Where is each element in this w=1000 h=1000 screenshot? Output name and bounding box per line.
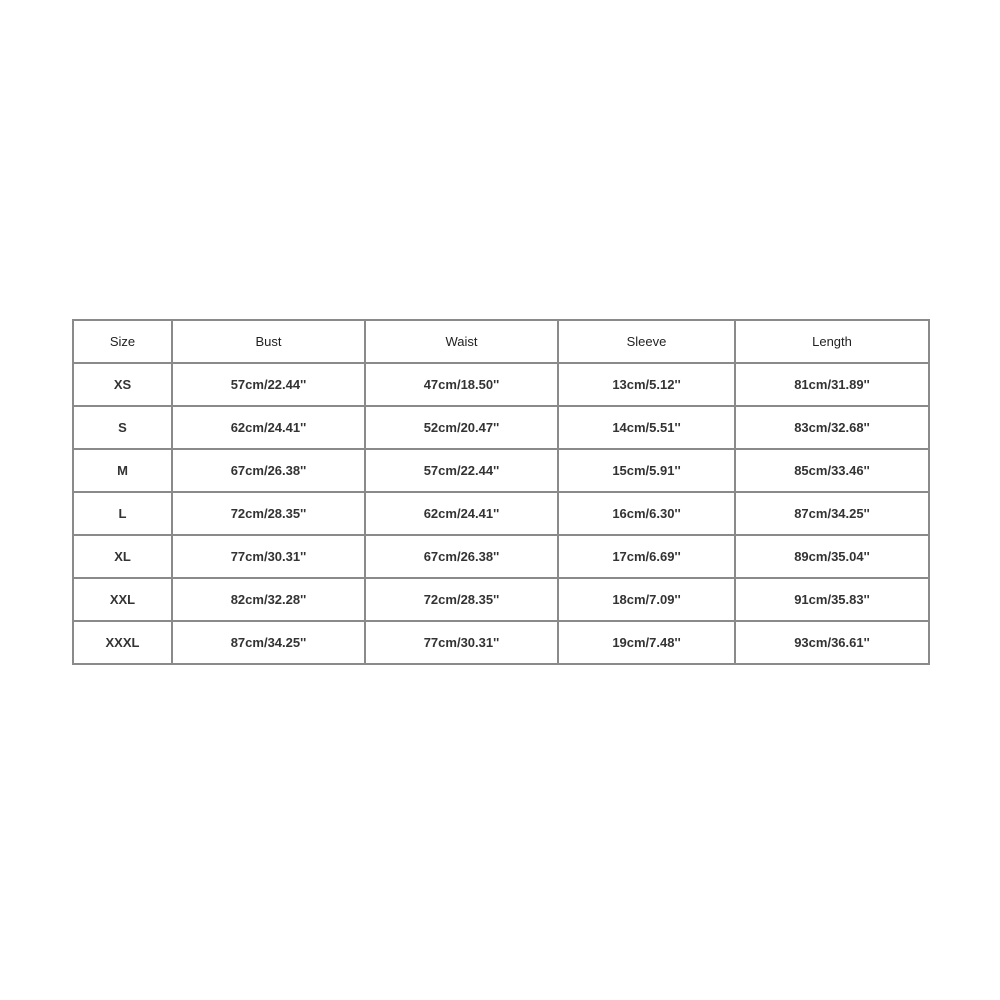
cell-bust: 82cm/32.28''	[172, 578, 365, 621]
cell-waist: 77cm/30.31''	[365, 621, 558, 664]
cell-bust: 67cm/26.38''	[172, 449, 365, 492]
table-row	[73, 363, 929, 406]
cell-size: XL	[73, 535, 172, 578]
cell-length: 81cm/31.89''	[735, 363, 929, 406]
cell-sleeve: 18cm/7.09''	[558, 578, 735, 621]
cell-sleeve: 13cm/5.12''	[558, 363, 735, 406]
cell-sleeve: 14cm/5.51''	[558, 406, 735, 449]
cell-length: 83cm/32.68''	[735, 406, 929, 449]
cell-waist: 52cm/20.47''	[365, 406, 558, 449]
header-waist: Waist	[365, 320, 558, 363]
cell-bust: 62cm/24.41''	[172, 406, 365, 449]
cell-bust: 57cm/22.44''	[172, 363, 365, 406]
cell-length: 85cm/33.46''	[735, 449, 929, 492]
cell-size: XS	[73, 363, 172, 406]
cell-size: S	[73, 406, 172, 449]
table-row	[73, 406, 929, 449]
header-row	[73, 320, 929, 363]
table-row	[73, 621, 929, 664]
cell-size: L	[73, 492, 172, 535]
table-row	[73, 492, 929, 535]
header-size: Size	[73, 320, 172, 363]
cell-size: XXL	[73, 578, 172, 621]
cell-bust: 87cm/34.25''	[172, 621, 365, 664]
cell-waist: 47cm/18.50''	[365, 363, 558, 406]
cell-sleeve: 19cm/7.48''	[558, 621, 735, 664]
cell-length: 87cm/34.25''	[735, 492, 929, 535]
cell-bust: 72cm/28.35''	[172, 492, 365, 535]
cell-size: M	[73, 449, 172, 492]
cell-sleeve: 17cm/6.69''	[558, 535, 735, 578]
table-row	[73, 578, 929, 621]
table-row	[73, 449, 929, 492]
header-length: Length	[735, 320, 929, 363]
cell-length: 91cm/35.83''	[735, 578, 929, 621]
cell-length: 93cm/36.61''	[735, 621, 929, 664]
cell-sleeve: 16cm/6.30''	[558, 492, 735, 535]
cell-waist: 72cm/28.35''	[365, 578, 558, 621]
cell-length: 89cm/35.04''	[735, 535, 929, 578]
header-sleeve: Sleeve	[558, 320, 735, 363]
table-row	[73, 535, 929, 578]
cell-waist: 57cm/22.44''	[365, 449, 558, 492]
header-bust: Bust	[172, 320, 365, 363]
cell-waist: 62cm/24.41''	[365, 492, 558, 535]
cell-sleeve: 15cm/5.91''	[558, 449, 735, 492]
size-chart-table	[72, 319, 930, 665]
cell-bust: 77cm/30.31''	[172, 535, 365, 578]
cell-size: XXXL	[73, 621, 172, 664]
cell-waist: 67cm/26.38''	[365, 535, 558, 578]
